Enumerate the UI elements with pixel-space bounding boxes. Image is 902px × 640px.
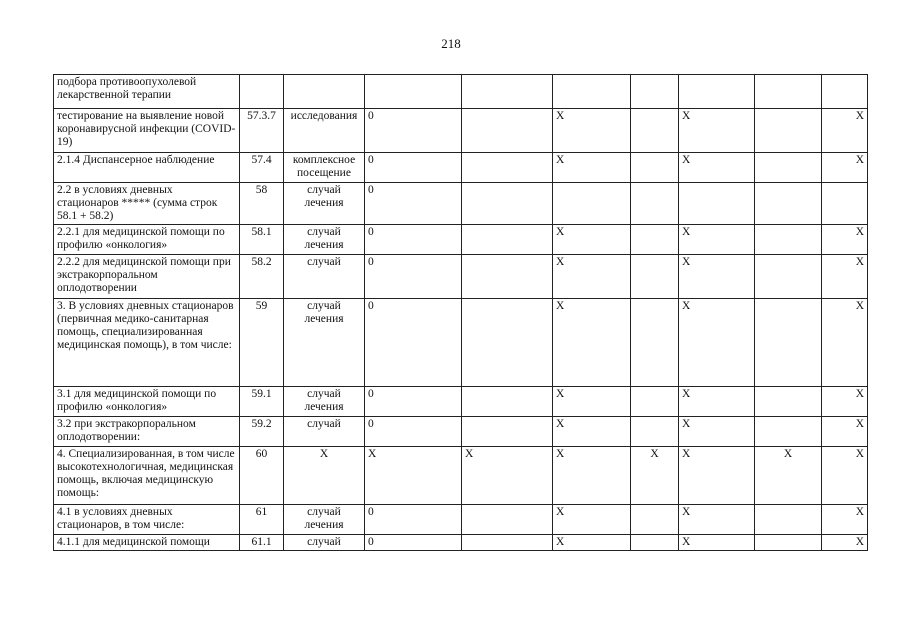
row-col4-cell (462, 153, 553, 183)
volume-table (53, 74, 868, 551)
row-col9-cell: X (822, 535, 868, 551)
table-row (54, 109, 868, 153)
row-col9-cell: X (822, 417, 868, 447)
table-row (54, 387, 868, 417)
table-row (54, 505, 868, 535)
row-code-cell: 59.2 (240, 417, 284, 447)
row-col5-cell: X (553, 417, 631, 447)
row-unit-cell: случай лечения (284, 299, 365, 387)
row-value-cell: X (365, 447, 462, 505)
row-name-cell: 4.1 в условиях дневных стационаров, в том числе: (54, 505, 240, 535)
row-name-cell: 3.2 при экстракорпоральном оплодотворении: (54, 417, 240, 447)
row-value-cell: 0 (365, 417, 462, 447)
row-name-cell: 2.2.1 для медицинской помощи по профилю «онкология» (54, 225, 240, 255)
row-col8-cell (755, 505, 822, 535)
row-name-cell: 2.2.2 для медицинской помощи при экстракорпоральном оплодотворении (54, 255, 240, 299)
row-col6-cell (631, 417, 679, 447)
row-col9-cell: X (822, 109, 868, 153)
row-col5-cell (553, 183, 631, 225)
row-col9-cell: X (822, 153, 868, 183)
row-value-cell: 0 (365, 153, 462, 183)
row-name-cell: 4. Специализированная, в том числе высокотехнологичная, медицинская помощь, включая медицинскую помощь: (54, 447, 240, 505)
row-col5-cell: X (553, 387, 631, 417)
row-col4-cell (462, 225, 553, 255)
row-col7-cell: X (679, 447, 755, 505)
table-row (54, 535, 868, 551)
row-col6-cell (631, 535, 679, 551)
row-col8-cell (755, 387, 822, 417)
row-col7-cell (679, 183, 755, 225)
row-col9-cell: X (822, 447, 868, 505)
row-col7-cell: X (679, 255, 755, 299)
row-col4-cell (462, 299, 553, 387)
row-code-cell: 57.3.7 (240, 109, 284, 153)
row-value-cell: 0 (365, 387, 462, 417)
table-row (54, 255, 868, 299)
row-col7-cell: X (679, 109, 755, 153)
row-unit-cell: случай лечения (284, 505, 365, 535)
table-row (54, 153, 868, 183)
row-col4-cell (462, 109, 553, 153)
row-unit-cell: случай лечения (284, 225, 365, 255)
row-col5-cell: X (553, 505, 631, 535)
row-col7-cell (679, 75, 755, 109)
row-col9-cell: X (822, 387, 868, 417)
row-unit-cell: случай (284, 535, 365, 551)
row-value-cell: 0 (365, 505, 462, 535)
row-name-cell: 4.1.1 для медицинской помощи (54, 535, 240, 551)
row-col4-cell (462, 417, 553, 447)
row-col6-cell (631, 225, 679, 255)
row-name-cell: тестирование на выявление новой коронавирусной инфекции (COVID-19) (54, 109, 240, 153)
row-col4-cell (462, 387, 553, 417)
row-unit-cell: исследования (284, 109, 365, 153)
row-col4-cell (462, 75, 553, 109)
row-value-cell: 0 (365, 255, 462, 299)
row-col5-cell: X (553, 225, 631, 255)
row-col7-cell: X (679, 387, 755, 417)
row-col7-cell: X (679, 505, 755, 535)
row-col8-cell (755, 417, 822, 447)
row-col8-cell (755, 75, 822, 109)
page-number: 218 (441, 36, 461, 51)
table-row (54, 225, 868, 255)
row-col8-cell (755, 255, 822, 299)
row-col8-cell (755, 183, 822, 225)
table-row (54, 417, 868, 447)
table-row (54, 183, 868, 225)
row-col9-cell: X (822, 505, 868, 535)
row-col6-cell (631, 387, 679, 417)
row-col6-cell (631, 75, 679, 109)
row-col8-cell (755, 535, 822, 551)
row-col6-cell: X (631, 447, 679, 505)
row-value-cell: 0 (365, 299, 462, 387)
row-col7-cell: X (679, 417, 755, 447)
row-code-cell: 58 (240, 183, 284, 225)
row-name-cell: 3.1 для медицинской помощи по профилю «онкология» (54, 387, 240, 417)
row-name-cell: 2.2 в условиях дневных стационаров ***** (сумма строк 58.1 + 58.2) (54, 183, 240, 225)
row-col6-cell (631, 153, 679, 183)
row-col4-cell (462, 505, 553, 535)
table-row (54, 75, 868, 109)
row-value-cell: 0 (365, 225, 462, 255)
row-col6-cell (631, 299, 679, 387)
row-value-cell: 0 (365, 535, 462, 551)
row-col5-cell: X (553, 109, 631, 153)
row-col4-cell (462, 535, 553, 551)
row-code-cell: 58.1 (240, 225, 284, 255)
row-col9-cell: X (822, 255, 868, 299)
row-name-cell: 2.1.4 Диспансерное наблюдение (54, 153, 240, 183)
row-code-cell (240, 75, 284, 109)
row-col6-cell (631, 255, 679, 299)
row-unit-cell: случай (284, 255, 365, 299)
row-col8-cell (755, 225, 822, 255)
row-col5-cell (553, 75, 631, 109)
row-col8-cell: X (755, 447, 822, 505)
row-col8-cell (755, 299, 822, 387)
row-col8-cell (755, 109, 822, 153)
row-col5-cell: X (553, 447, 631, 505)
row-code-cell: 60 (240, 447, 284, 505)
row-col7-cell: X (679, 225, 755, 255)
row-col6-cell (631, 183, 679, 225)
row-unit-cell: X (284, 447, 365, 505)
row-value-cell: 0 (365, 183, 462, 225)
table-row (54, 299, 868, 387)
row-col7-cell: X (679, 153, 755, 183)
row-col9-cell (822, 183, 868, 225)
row-col7-cell: X (679, 535, 755, 551)
table-row (54, 447, 868, 505)
row-unit-cell: случай лечения (284, 387, 365, 417)
row-unit-cell: случай (284, 417, 365, 447)
row-code-cell: 61 (240, 505, 284, 535)
row-name-cell: 3. В условиях дневных стационаров (первичная медико-санитарная помощь, специализированная медицинская помощь), в том числе: (54, 299, 240, 387)
row-code-cell: 59 (240, 299, 284, 387)
row-code-cell: 59.1 (240, 387, 284, 417)
row-col9-cell: X (822, 225, 868, 255)
row-unit-cell: комплексное посещение (284, 153, 365, 183)
row-col7-cell: X (679, 299, 755, 387)
row-code-cell: 61.1 (240, 535, 284, 551)
row-col4-cell (462, 183, 553, 225)
row-col5-cell: X (553, 299, 631, 387)
row-col4-cell (462, 255, 553, 299)
row-value-cell: 0 (365, 109, 462, 153)
row-col5-cell: X (553, 255, 631, 299)
row-col9-cell (822, 75, 868, 109)
row-code-cell: 57.4 (240, 153, 284, 183)
row-code-cell: 58.2 (240, 255, 284, 299)
row-col6-cell (631, 109, 679, 153)
row-col5-cell: X (553, 535, 631, 551)
row-col8-cell (755, 153, 822, 183)
row-col9-cell: X (822, 299, 868, 387)
row-col5-cell: X (553, 153, 631, 183)
row-unit-cell (284, 75, 365, 109)
row-value-cell (365, 75, 462, 109)
row-col6-cell (631, 505, 679, 535)
row-unit-cell: случай лечения (284, 183, 365, 225)
row-name-cell: подбора противоопухолевой лекарственной терапии (54, 75, 240, 109)
row-col4-cell: X (462, 447, 553, 505)
